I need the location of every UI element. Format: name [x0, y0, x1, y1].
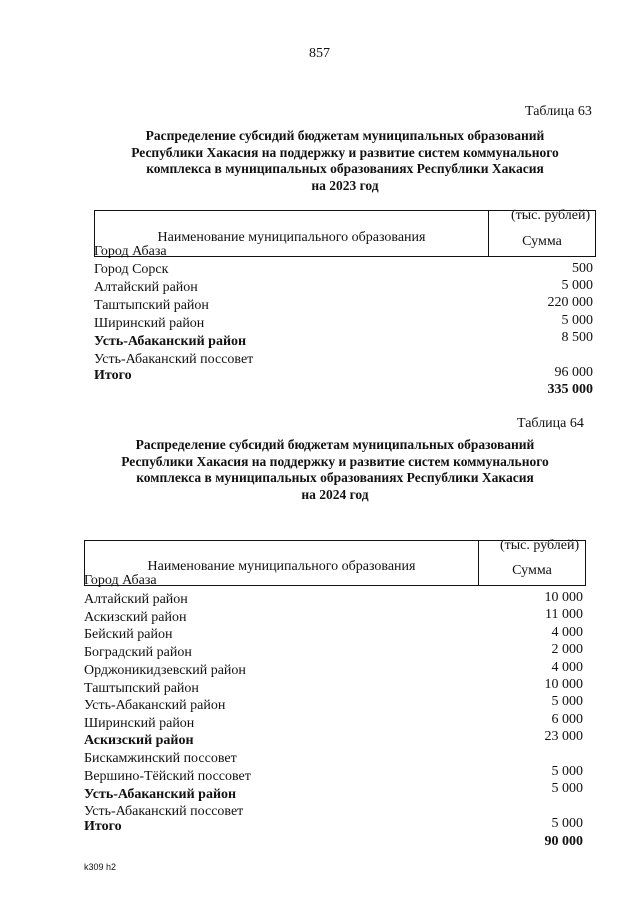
table-row-value: 2 000 [551, 642, 583, 657]
table-row-value: 23 000 [544, 729, 583, 744]
table-row-value: 4 000 [551, 625, 583, 640]
table-row-value: 8 500 [561, 330, 593, 345]
table-row-name: Город Абаза [84, 573, 157, 588]
table-64-header-sum: Сумма [512, 563, 552, 578]
table-63-title-line: на 2023 год [311, 177, 379, 193]
table-64-title [80, 437, 590, 503]
table-64-title-line: Распределение субсидий бюджетам муниципальных образований [135, 437, 535, 452]
table-row-name: Бейский район [84, 627, 173, 642]
table-row-name: Усть-Абаканский район [84, 787, 237, 802]
table-row-value: 5 000 [551, 781, 583, 796]
table-total-value: 335 000 [547, 382, 593, 397]
table-row-value: 11 000 [545, 607, 583, 622]
table-row-value: 220 000 [547, 295, 593, 310]
table-row-name: Орджоникидзевский район [84, 663, 246, 678]
table-63-title-line: Республики Хакасия на поддержку и развитие систем коммунального [131, 144, 559, 160]
table-64-unit: (тыс. рублей) [500, 538, 580, 553]
table-64-title-line: Республики Хакасия на поддержку и развитие систем коммунального [121, 453, 549, 469]
table-row-name: Итого [84, 819, 122, 834]
table-row-value: 10 000 [544, 590, 583, 605]
table-63-unit: (тыс. рублей) [511, 208, 591, 223]
table-row-name: Бискамжинский поссовет [84, 751, 237, 766]
table-row-name: Ширинский район [94, 316, 205, 331]
table-row-value: 5 000 [551, 694, 583, 709]
footer-code: k309 h2 [84, 862, 117, 872]
table-63-label: Таблица 63 [525, 104, 592, 119]
table-64-label: Таблица 64 [517, 416, 584, 431]
table-63-title-line: комплекса в муниципальных образованиях Республики Хакасия [146, 161, 544, 176]
table-row-name: Алтайский район [84, 592, 188, 607]
table-63-title [90, 128, 600, 194]
table-row-name: Таштыпский район [94, 298, 209, 313]
table-row-name: Город Сорск [94, 262, 169, 277]
table-row-name: Усть-Абаканский поссовет [94, 352, 254, 367]
table-row-name: Город Абаза [94, 244, 167, 259]
table-row-value: 5 000 [561, 313, 593, 328]
table-63-header [94, 210, 596, 257]
table-row-name: Итого [94, 368, 132, 383]
table-row-name: Таштыпский район [84, 681, 199, 696]
table-row-name: Аскизский район [84, 733, 194, 748]
table-row-value: 10 000 [544, 677, 583, 692]
table-row-value: 500 [572, 261, 593, 276]
table-row-name: Усть-Абаканский район [84, 698, 226, 713]
table-row-name: Вершино-Тёйский поссовет [84, 769, 251, 784]
table-row-value: 4 000 [551, 660, 583, 675]
table-row-value: 5 000 [551, 816, 583, 831]
table-row-name: Аскизский район [84, 610, 187, 625]
table-total-value: 90 000 [544, 834, 583, 849]
table-64-title-line: на 2024 год [301, 486, 369, 502]
table-row-name: Усть-Абаканский поссовет [84, 804, 244, 819]
table-row-name: Ширинский район [84, 716, 195, 731]
table-64-title-line: комплекса в муниципальных образованиях Республики Хакасия [136, 470, 534, 485]
table-63-header-sum: Сумма [522, 233, 562, 249]
table-row-name: Боградский район [84, 645, 192, 660]
table-row-value: 5 000 [561, 278, 593, 293]
table-row-name: Усть-Абаканский район [94, 334, 247, 349]
page-number: 857 [309, 46, 330, 61]
table-row-name: Алтайский район [94, 280, 198, 295]
table-64-header [84, 540, 586, 586]
table-64-header-name: Наименование муниципального образования [85, 541, 479, 585]
table-63-header-name: Наименование муниципального образования [95, 211, 489, 256]
table-row-value: 6 000 [551, 712, 583, 727]
table-63-title-line: Распределение субсидий бюджетам муниципальных образований [145, 128, 545, 143]
table-row-value: 5 000 [551, 764, 583, 779]
table-row-value: 96 000 [554, 365, 593, 380]
